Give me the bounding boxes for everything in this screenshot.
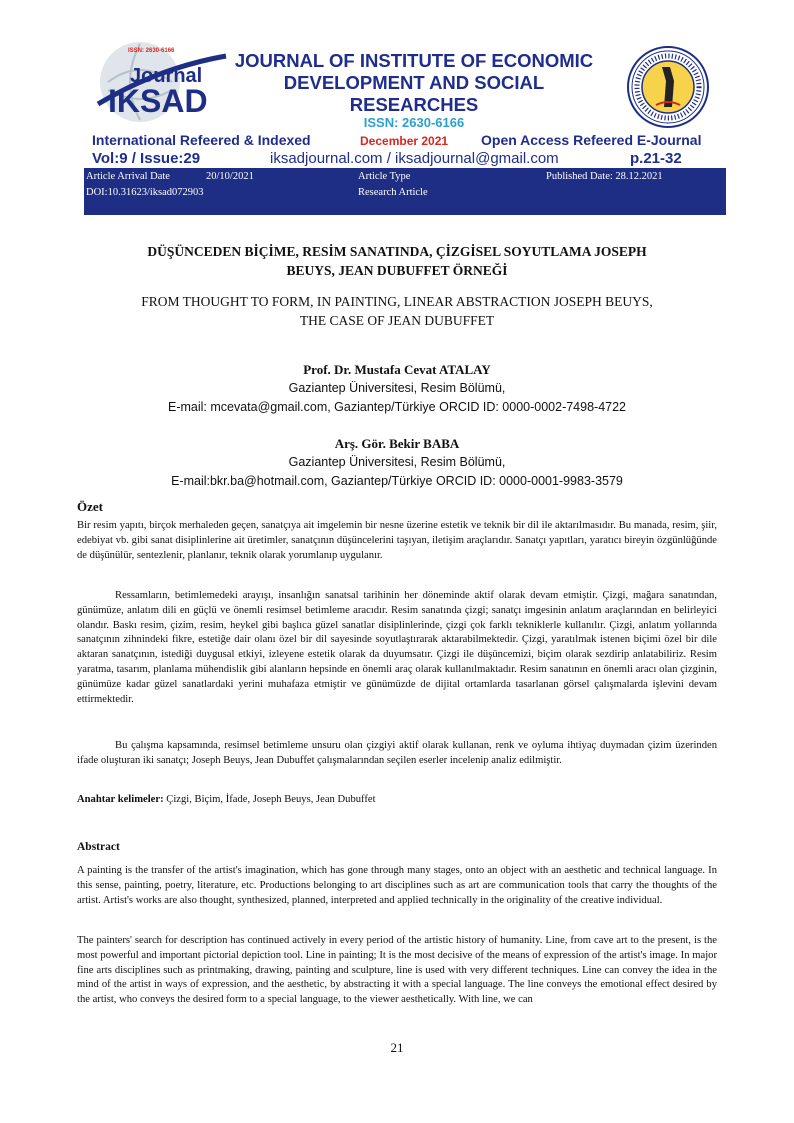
journal-issn: ISSN: 2630-6166 [363,115,465,130]
article-type-label: Article Type [358,171,411,182]
author-name: Prof. Dr. Mustafa Cevat ATALAY [303,362,491,377]
abstract-paragraph-1: A painting is the transfer of the artist's imagination, which has gone through many stages, onto an object with an aesthetic and technical language. In this sense, painting, poetry, literature, etc. Productions belonging to art disciplines such as art are communication tools that carry the thoughts of the artist. Artist's works are also thought, synthesized, planned, interpreted and applied technically in the originality of the creative individual. [77,865,717,906]
title-turkish-line-2: BEUYS, JEAN DUBUFFET ÖRNEĞİ [286,263,508,278]
volume-issue: Vol:9 / Issue:29 [92,150,201,167]
author-affiliation: Gaziantep Üniversitesi, Resim Bölümü, [288,455,506,469]
published-date: Published Date: 28.12.2021 [546,171,663,182]
title-turkish [70,242,724,280]
title-english [70,292,724,330]
author-block-1 [70,360,724,417]
author-block-2 [70,434,724,491]
author-contact: E-mail:bkr.ba@hotmail.com, Gaziantep/Türkiye ORCID ID: 0000-0001-9983-3579 [171,474,623,488]
logo-word-iksad: IKSAD [108,83,208,119]
issue-date: December 2021 [360,134,449,148]
logo-word-journal: Journal [130,65,203,87]
journal-title-line-3: RESEARCHES [349,94,479,115]
arrival-date-value: 20/10/2021 [206,171,254,182]
institute-seal-icon [626,45,710,129]
arrival-date-label: Article Arrival Date [86,171,170,182]
ozet-paragraph-1: Bir resim yapıtı, birçok merhaleden geçen, sanatçıya ait imgelemin bir nesne üzerine estetik ve teknik bir dil ile aktarılmasıdır. Bu manada, resim, şiir, edebiyat vb. gibi sanat disiplinlerine ait üretimler, sanatçının düşüncelerini taşıyan, iletişim araçlarıdır. Sanatçı yapıtları, yaratıcı bireyin özgünlüğünde de düşünülür, sentezlenir, planlanır, teknik olarak yorumlanıp uygulanır. [77,520,717,561]
open-access-label: Open Access Refeered E-Journal [481,132,702,148]
keywords-label: Anahtar kelimeler: [77,794,164,805]
ozet-heading: Özet [77,499,103,514]
article-info-box [84,168,726,215]
ozet-paragraph-2: Ressamların, betimlemedeki arayışı, insanlığın sanatsal tarihinin her döneminde aktif olarak devam etmiştir. Çizgi, mağara sanatından, günümüze, anlatım dili en güçlü ve önemli resimsel betimleme aracıdır. Resim sanatında çizgi; sanatçı imgesinin anlatım araçlarından en belirleyici olandır. Baskı resim, çizim, resim, heykel gibi başlıca güzel sanatlar disiplinlerinde, çizgi çok farklı tekniklerle kullanılır. Çizgi, anlatım yollarında sanatçının zihnindeki fikre, estetiğe dair olanı özel bir dil sayesinde soyutlaştırarak aktarabilmektedir. Çizgi, yaratılmak istenen biçimi özel bir dile aktaran sanatçının, istediği duygusal etkiyi, izleyene estetik olarak da duyumsatır. Çizgi ile düşüncemizi, biçim olarak sezdirip anlatabiliriz. Resim yaratma, tasarım, planlama mühendislik gibi alanların hepsinde en önemli araç olarak kullanılmaktadır. Resim sanatının en önemli aracı olan çizginin, günümüze kadar güzel sanatlardaki yerini muhafaza etmiştir ve günümüzde de dijital ortamlarda tasarlanan görsel çalışmalarda işlevini devam ettirmektedir. [77,590,717,705]
logo-issn: ISSN: 2630-6166 [128,48,175,54]
doi: DOI:10.31623/iksad072903 [86,187,204,198]
journal-title-line-1: JOURNAL OF INSTITUTE OF ECONOMIC [234,50,594,71]
author-name: Arş. Gör. Bekir BABA [334,436,460,451]
keywords-line [77,793,717,808]
author-affiliation: Gaziantep Üniversitesi, Resim Bölümü, [288,381,506,395]
author-contact: E-mail: mcevata@gmail.com, Gaziantep/Türkiye ORCID ID: 0000-0002-7498-4722 [167,400,627,414]
ozet-paragraph-3: Bu çalışma kapsamında, resimsel betimleme unsuru olan çizgiyi aktif olarak kullanan, renk ve oylumа ihtiyaç duymadan çizim üzerinden ifade oluşturan iki sanatçı; Joseph Beuys, Jean Dubuffet çalışmalarından seçilen eserler incelenip analiz edilmiştir. [77,740,717,766]
journal-iksad-logo [88,38,238,126]
keywords-list: Çizgi, Biçim, İfade, Joseph Beuys, Jean Dubuffet [163,794,376,805]
journal-title-line-2: DEVELOPMENT AND SOCIAL [283,72,545,93]
page-number: 21 [390,1040,404,1055]
abstract-paragraph-2: The painters' search for description has continued actively in every period of the artistic history of humanity. Line, from cave art to the present, is the most powerful and important pictorial depiction tool. Line in painting; It is the most decisive of the means of expression of the artist's image. In major fine arts disciplines such as printmaking, drawing, painting and sculpture, line is used with very different techniques. Line can convey the idea in the mind of the artist in ways of expression, and the aesthetic, by abstracting it with a special language. The line conveys the emotional effect desired by the artist, who conveys the desired form to a special language, to the viewer aesthetically. With line, we can [77,935,717,1006]
abstract-heading: Abstract [77,841,120,853]
title-english-line-2: THE CASE OF JEAN DUBUFFET [299,313,495,328]
refereed-indexed-label: International Refeered & Indexed [92,132,311,148]
article-type-value: Research Article [358,187,428,198]
journal-website: iksadjournal.com / iksadjournal@gmail.com [270,150,559,167]
page-range: p.21-32 [630,150,682,167]
title-turkish-line-1: DÜŞÜNCEDEN BİÇİME, RESİM SANATINDA, ÇİZGİSEL SOYUTLAMA JOSEPH [147,244,647,259]
title-english-line-1: FROM THOUGHT TO FORM, IN PAINTING, LINEAR ABSTRACTION JOSEPH BEUYS, [141,294,653,309]
